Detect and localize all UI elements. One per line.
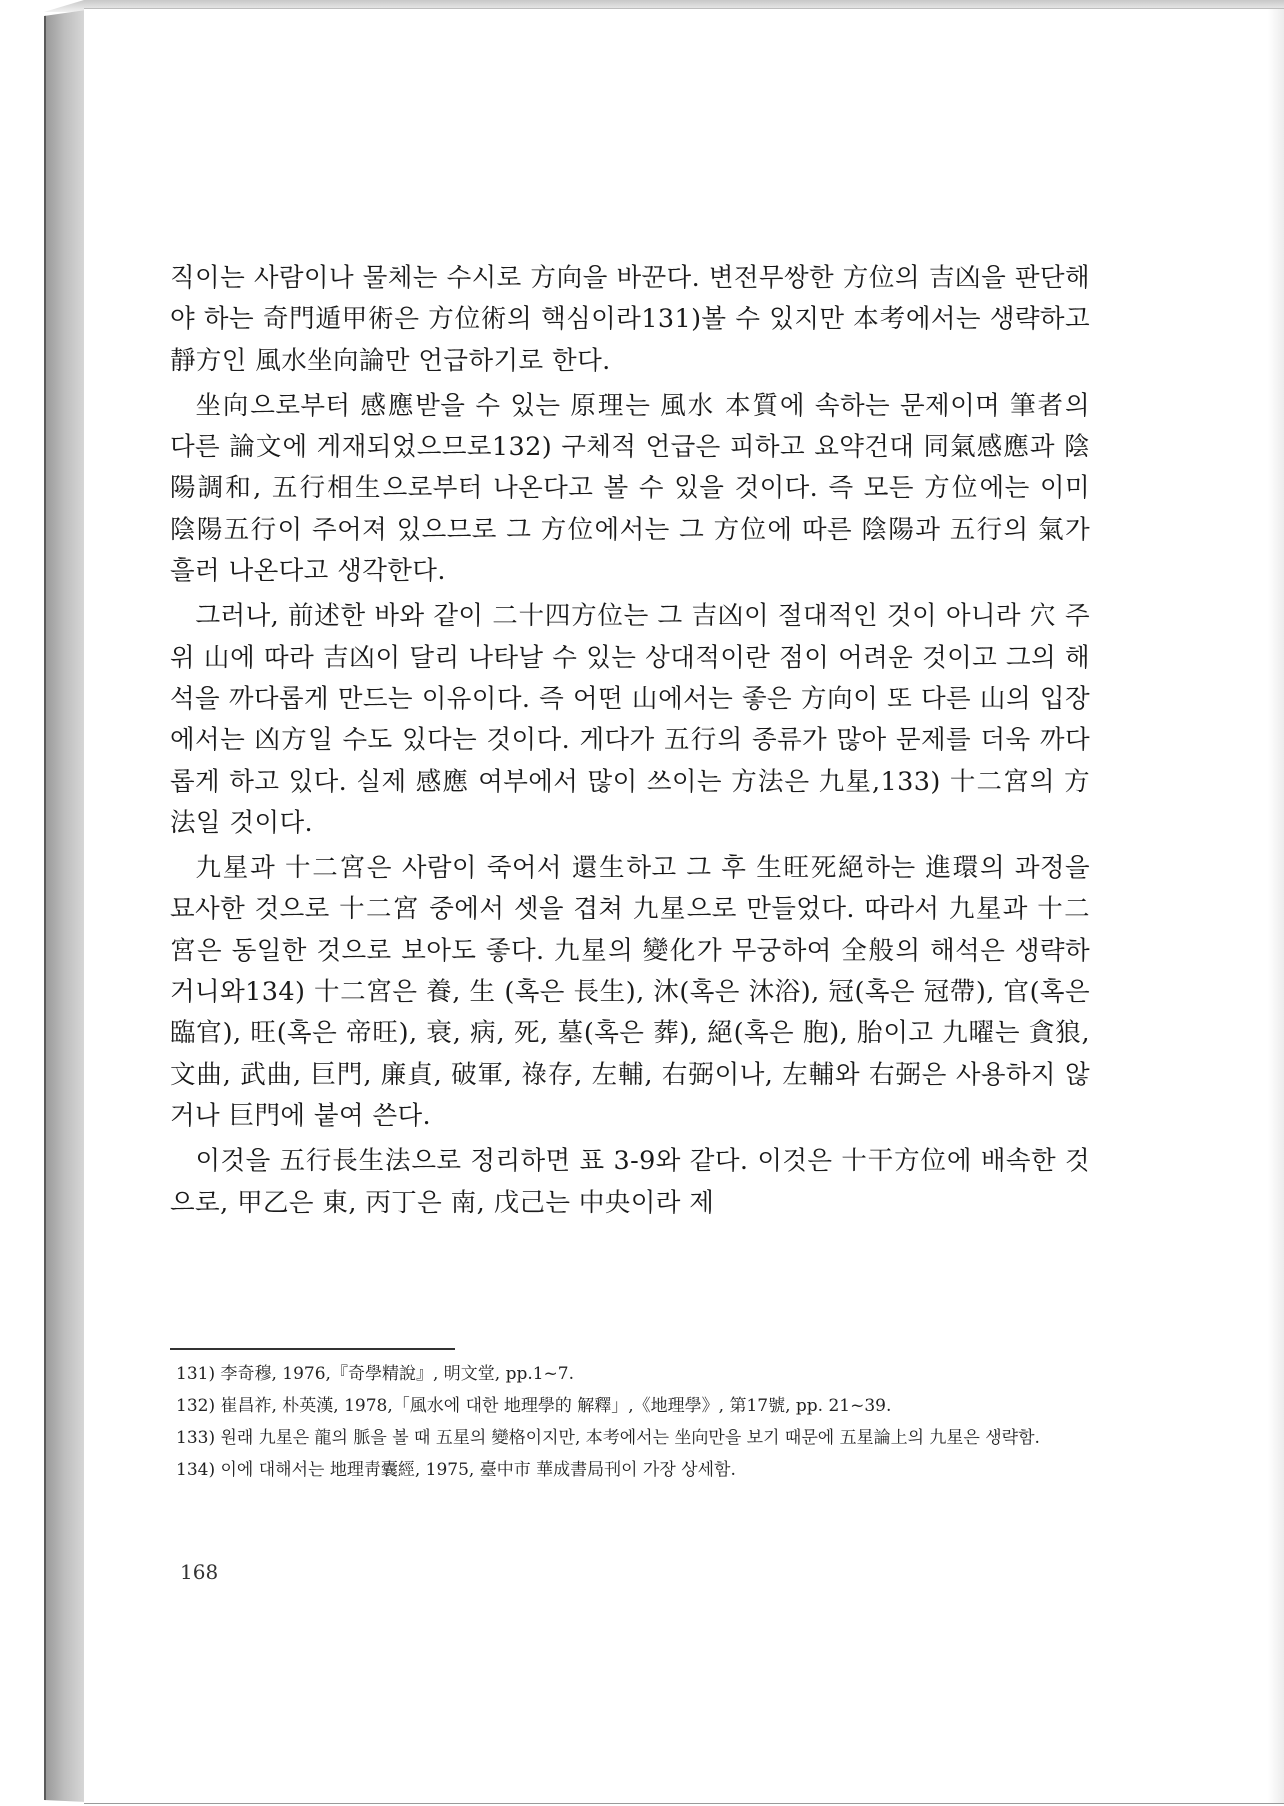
paragraph-4: 九星과 十二宮은 사람이 죽어서 還生하고 그 후 生旺死絕하는 進環의 과정을 묘사한 것으로 十二宮 중에서 셋을 겹쳐 九星으로 만들었다. 따라서 九星과 十二宮은 동일한 것으로 보아도 좋다. 九星의 變化가 무궁하여 全般의 해석은 생략하거니와134) 十二宮은 養, 生 (혹은 長生), 沐(혹은 沐浴), 冠(혹은 冠帶), 官(혹은 臨官), 旺(혹은 帝旺), 衰, 病, 死, 墓(혹은 葬), 絕(혹은 胞), 胎이고 九曜는 貪狼, 文曲, 武曲, 巨門, 廉貞, 破軍, 祿存, 左輔, 右弼이나, 左輔와 右弼은 사용하지 않거나 巨門에 붙여 쓴다. [170,853,1090,1131]
footnote-131: 131) 李奇穆, 1976,『奇學精說』, 明文堂, pp.1~7. [176,1364,575,1384]
paragraph-5: 이것을 五行長生法으로 정리하면 표 3-9와 같다. 이것은 十干方位에 배속한 것으로, 甲乙은 東, 丙丁은 南, 戊己는 中央이라 제 [170,1146,1090,1218]
paragraph-2: 坐向으로부터 感應받을 수 있는 原理는 風水 本質에 속하는 문제이며 筆者의 다른 論文에 게재되었으므로132) 구체적 언급은 피하고 요약건대 同氣感應과 陰陽調和, 五行相生으로부터 나온다고 볼 수 있을 것이다. 즉 모든 方位에는 이미 陰陽五行이 주어져 있으므로 그 方位에서는 그 方位에 따른 陰陽과 五行의 氣가 흘러 나온다고 생각한다. [170,390,1090,587]
page-number: 168 [180,1560,219,1584]
footnote-134: 134) 이에 대해서는 地理靑囊經, 1975, 臺中市 華成書局刊이 가장 상세함. [176,1460,736,1480]
footnotes [176,1360,1090,1488]
footnote-132: 132) 崔昌祚, 朴英漢, 1978,「風水에 대한 地理學的 解釋」,《地理學》, 第17號, pp. 21~39. [176,1396,892,1416]
footnote-divider [170,1348,455,1350]
paragraph-1: 직이는 사람이나 물체는 수시로 方向을 바꾼다. 변전무쌍한 方位의 吉凶을 판단해야 하는 奇門遁甲術은 方位術의 핵심이라131)볼 수 있지만 本考에서는 생략하고 靜方인 風水坐向論만 언급하기로 한다. [170,263,1090,376]
paragraph-3: 그러나, 前述한 바와 같이 二十四方位는 그 吉凶이 절대적인 것이 아니라 穴 주위 山에 따라 吉凶이 달리 나타날 수 있는 상대적이란 점이 어려운 것이고 그의 해석을 까다롭게 만드는 이유이다. 즉 어떤 山에서는 좋은 方向이 또 다른 山의 입장에서는 凶方일 수도 있다는 것이다. 게다가 五行의 종류가 많아 문제를 더욱 까다롭게 하고 있다. 실제 感應 여부에서 많이 쓰이는 方法은 九星,133) 十二宮의 方法일 것이다. [170,601,1090,838]
book-spine-edge [44,10,86,1802]
body-text [170,258,1090,1224]
page-edge-shade [1268,9,1284,1803]
footnote-133: 133) 원래 九星은 龍의 脈을 볼 때 五星의 變格이지만, 本考에서는 坐向만을 보기 때문에 五星論上의 九星은 생략함. [176,1428,1040,1448]
